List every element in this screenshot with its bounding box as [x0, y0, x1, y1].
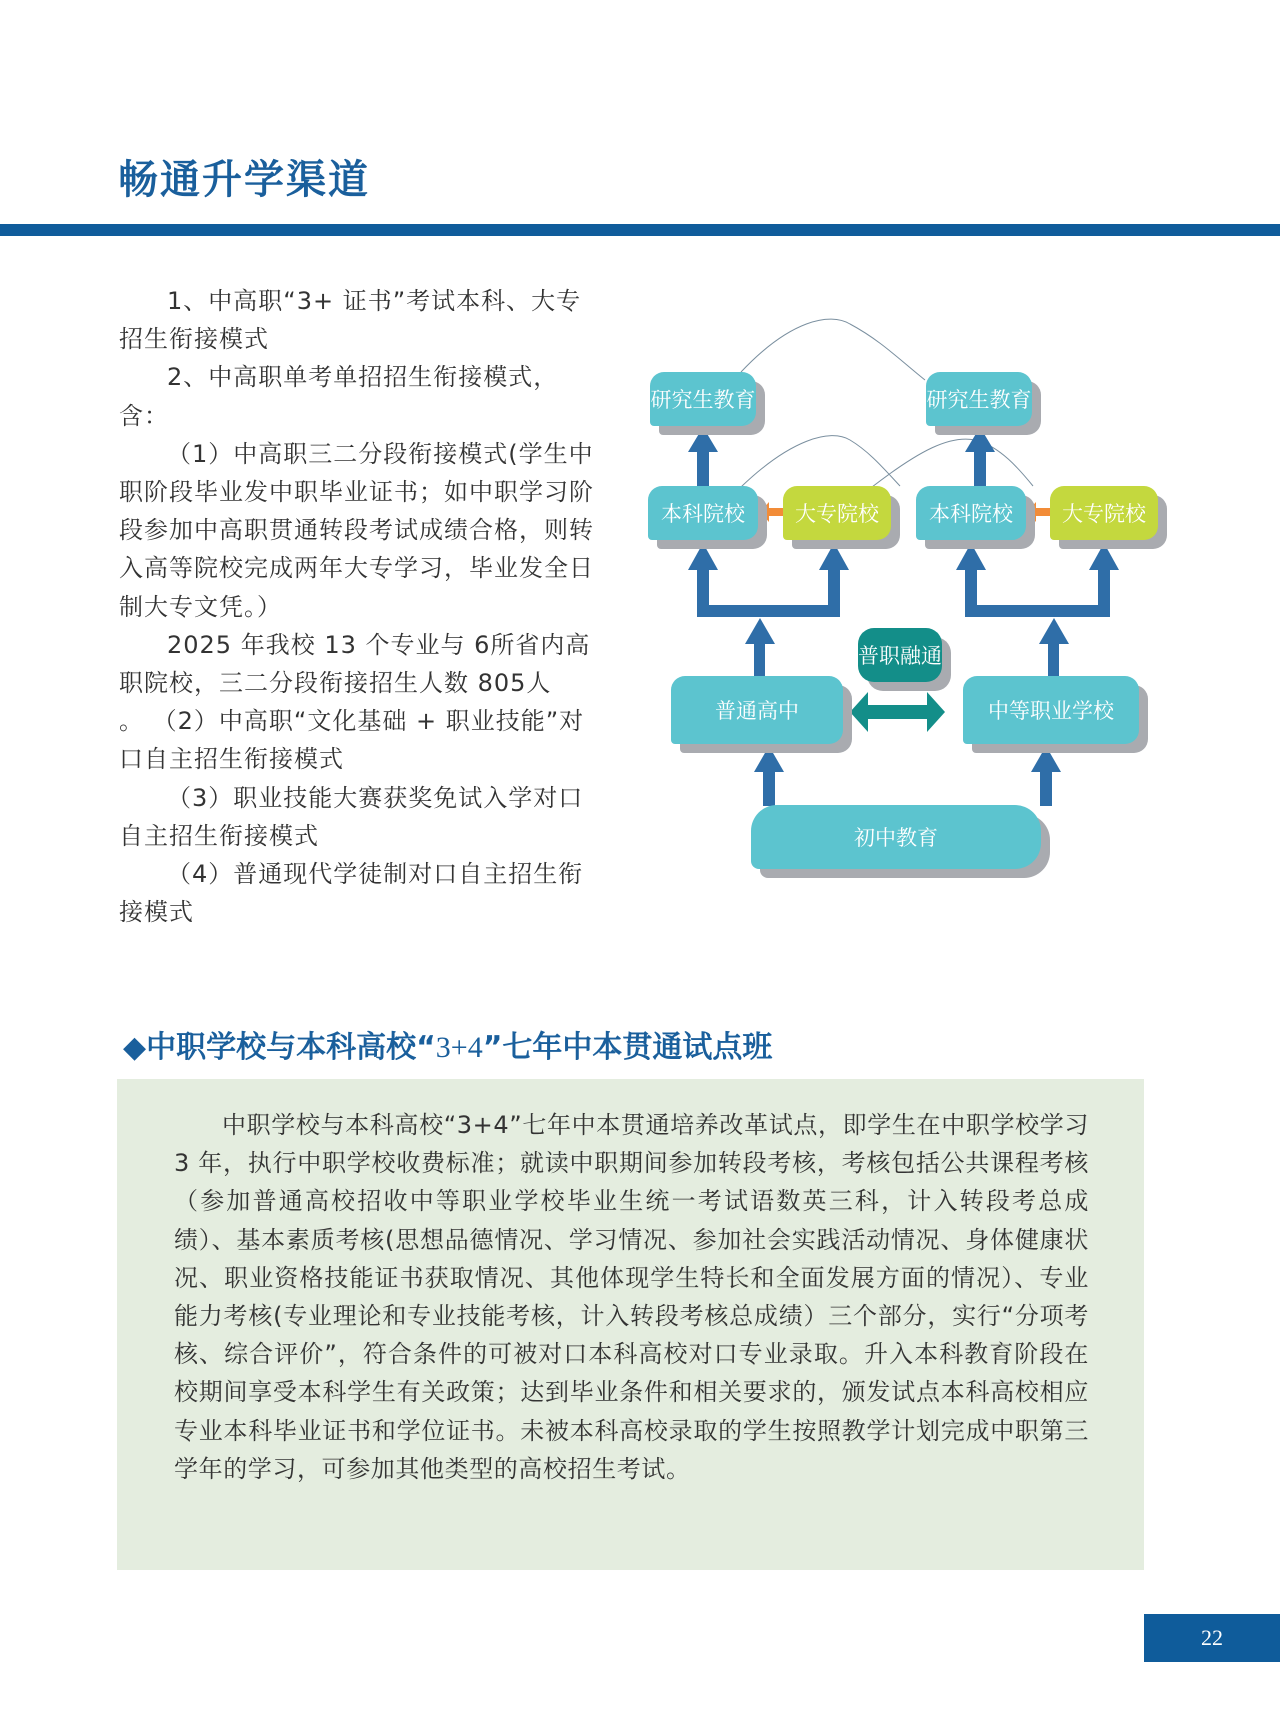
paragraph-mode-2-3: （3）职业技能大赛获奖免试入学对口自主招生衔接模式: [119, 783, 584, 850]
node-undergrad-left: 本科院校: [648, 486, 758, 540]
paragraph-mode-1: 1、中高职“3+ 证书”考试本科、大专招生衔接模式: [119, 287, 582, 354]
paragraph-mode-2-4: （4）普通现代学徒制对口自主招生衔接模式: [119, 860, 584, 927]
node-vocational-school: 中等职业学校: [963, 676, 1139, 744]
paragraph-mode-2: 2、中高职单考单招招生衔接模式，含：: [119, 363, 559, 430]
curve-grad-link: [741, 319, 925, 380]
node-graduate-left: 研究生教育: [650, 372, 756, 426]
node-integration: 普职融通: [858, 628, 942, 682]
double-arrow-integration: [850, 692, 945, 732]
node-college-left: 大专院校: [783, 486, 891, 540]
page-title: 畅通升学渠道: [118, 157, 370, 203]
title-rule-divider: [0, 224, 1280, 236]
section-heading: [123, 1022, 772, 1066]
node-junior-high: 初中教育: [751, 805, 1041, 869]
arrows-up: [688, 427, 1119, 806]
node-undergrad-right: 本科院校: [916, 486, 1026, 540]
page-number: 22: [1144, 1614, 1280, 1662]
enrollment-modes-text: [119, 282, 604, 931]
node-graduate-right: 研究生教育: [926, 372, 1032, 426]
paragraph-mode-2-2: 。 （2）中高职“文化基础 + 职业技能”对口自主招生衔接模式: [119, 707, 585, 774]
section-heading-suffix: ”七年中本贯通试点班: [482, 1030, 773, 1065]
pilot-class-box: [117, 1079, 1144, 1570]
pilot-class-description: 中职学校与本科高校“3+4”七年中本贯通培养改革试点，即学生在中职学校学习 3 年，执行中职学校收费标准；就读中职期间参加转段考核，考核包括公共课程考核（参加普通高校招收中等职业学校毕业生统一考试语数英三科，计入转段考总成绩）、基本素质考核(思想品德情况、学习情况、参加社会实践活动情况、身体健康状况、职业资格技能证书获取情况、其他体现学生特长和全面发展方面的情况）、专业能力考核(专业理论和专业技能考核，计入转段考核总成绩）三个部分，实行“分项考核、综合评价”，符合条件的可被对口本科高校对口专业录取。升入本科教育阶段在校期间享受本科学生有关政策；达到毕业条件和相关要求的，颁发试点本科高校相应专业本科毕业证书和学位证书。未被本科高校录取的学生按照教学计划完成中职第三学年的学习，可参加其他类型的高校招生考试。: [174, 1111, 1089, 1483]
paragraph-enrollment-count: 2025 年我校 13 个专业与 6所省内高职院校，三二分段衔接招生人数 805人: [119, 630, 591, 698]
paragraph-mode-2-1: （1）中高职三二分段衔接模式(学生中职阶段毕业发中职毕业证书；如中职学习阶段参加中高职贯通转段考试成绩合格，则转入高等院校完成两年大专学习，毕业发全日制大专文凭。）: [119, 439, 594, 621]
node-college-right: 大专院校: [1050, 486, 1158, 540]
section-heading-prefix: ◆中职学校与本科高校“: [123, 1030, 436, 1065]
node-general-high-school: 普通高中: [671, 676, 843, 744]
section-heading-num: 3+4: [435, 1031, 483, 1064]
